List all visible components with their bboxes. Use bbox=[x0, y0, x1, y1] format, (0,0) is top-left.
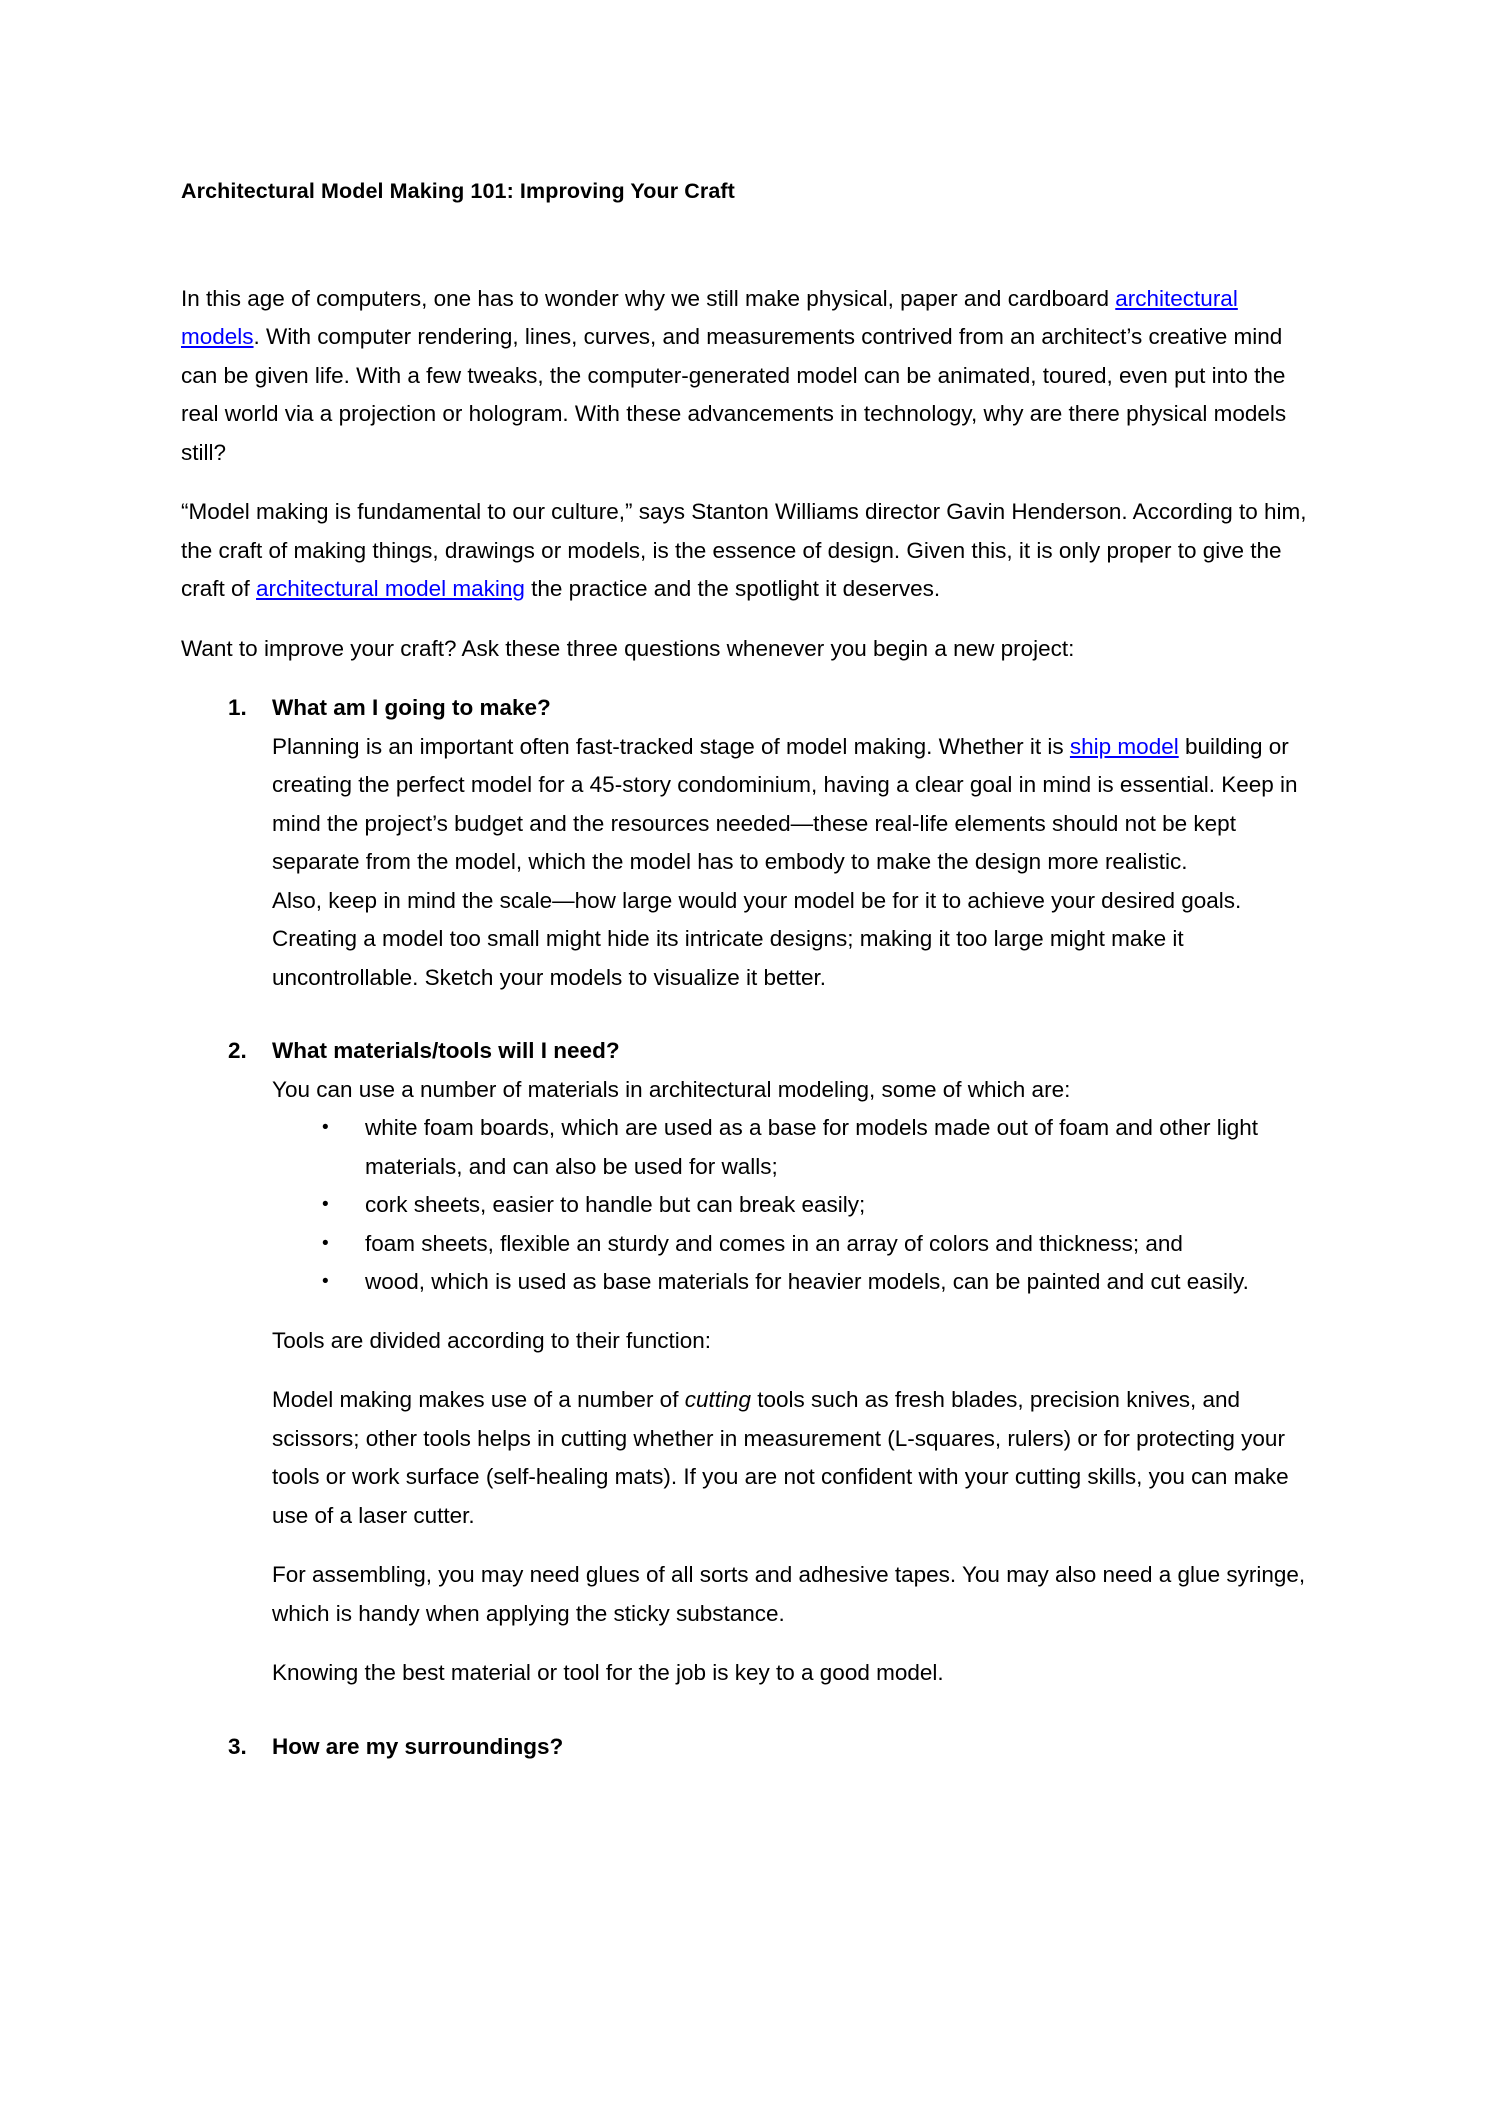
material-text: white foam boards, which are used as a base for models made out of foam and other light materials, and can also be used for walls; bbox=[365, 1115, 1259, 1179]
list-item bbox=[272, 1109, 1320, 1186]
tools-intro-paragraph: Tools are divided according to their function: bbox=[272, 1327, 712, 1353]
list-number-1: 1. bbox=[228, 695, 247, 721]
question-body-1-second: Also, keep in mind the scale—how large would your model be for it to achieve your desired goals. Creating a model too small might hide its intricate designs; making it too large might make it uncontrollable. Sketch your models to visualize it better. bbox=[272, 887, 1242, 990]
question-item-2 bbox=[181, 1032, 1320, 1693]
tools-text-part2: tools such as fresh blades, precision knives, and scissors; other tools helps in cutting whether in measurement (L-squares, rulers) or for protecting your tools or work surface (self-healing mats). If you are not confident with your cutting skills, you can make use of a laser cutter. bbox=[272, 1387, 1289, 1528]
spacer-after-question-2 bbox=[181, 1693, 1320, 1728]
list-item bbox=[272, 1186, 1320, 1225]
q1-body-after-link: building or creating the perfect model for a 45-story condominium, having a clear goal in mind is essential. Keep in mind the project’s budget and the resources needed—these real-life elements should not be kept separate from the model, which the model has to embody to make the design more realistic. bbox=[272, 733, 1298, 875]
intro-paragraph-2 bbox=[181, 493, 1320, 609]
cutting-italic-term: cutting bbox=[684, 1387, 751, 1413]
question-intro-2: You can use a number of materials in architectural modeling, some of which are: bbox=[272, 1076, 1071, 1102]
intro-paragraph-3: Want to improve your craft? Ask these three questions whenever you begin a new project: bbox=[181, 635, 1075, 661]
architectural-model-making-link[interactable]: architectural model making bbox=[256, 576, 525, 602]
question-body-1 bbox=[272, 728, 1320, 882]
ship-model-link[interactable]: ship model bbox=[1069, 733, 1179, 759]
list-number-3: 3. bbox=[228, 1733, 247, 1759]
question-item-3 bbox=[181, 1728, 1320, 1767]
tools-detail-paragraph bbox=[272, 1381, 1320, 1535]
bullet-icon: • bbox=[322, 1271, 329, 1293]
intro-paragraph-1 bbox=[181, 280, 1320, 473]
tools-text-part1: Model making makes use of a number of bbox=[272, 1387, 685, 1413]
intro-p1-text-after-link: . With computer rendering, lines, curves, and measurements contrived from an architect’s creative mind can be given life. With a few tweaks, the computer-generated model can be animated, toured, even put into the real world via a projection or hologram. With these advancements in technology, why are there physical models still? bbox=[181, 324, 1287, 465]
questions-list bbox=[181, 689, 1320, 1766]
bullet-icon: • bbox=[322, 1194, 329, 1216]
intro-p2-text-after-link: the practice and the spotlight it deserves. bbox=[524, 576, 941, 602]
page-title: Architectural Model Making 101: Improving Your Craft bbox=[181, 179, 735, 203]
question-heading-3: How are my surroundings? bbox=[272, 1733, 564, 1759]
material-text: foam sheets, flexible an sturdy and comes in an array of colors and thickness; and bbox=[365, 1230, 1183, 1256]
intro-p1-text-before-link: In this age of computers, one has to wonder why we still make physical, paper and cardboard bbox=[181, 285, 1116, 311]
bullet-icon: • bbox=[322, 1232, 329, 1254]
question-item-1 bbox=[181, 689, 1320, 997]
list-number-2: 2. bbox=[228, 1038, 247, 1064]
list-item bbox=[272, 1225, 1320, 1264]
q1-body-before-link: Planning is an important often fast-tracked stage of model making. Whether it is bbox=[272, 733, 1070, 759]
spacer-after-bullets bbox=[272, 1302, 1320, 1322]
assembling-paragraph: For assembling, you may need glues of all sorts and adhesive tapes. You may also need a glue syringe, which is handy when applying the sticky substance. bbox=[272, 1562, 1306, 1626]
intro-p2-text-before-link: “Model making is fundamental to our culture,” says Stanton Williams director Gavin Henderson. According to him, the craft of making things, drawings or models, is the essence of design. Given this, it is only proper to give the craft of bbox=[181, 499, 1307, 602]
architectural-models-link[interactable]: architectural models bbox=[181, 285, 1238, 350]
materials-bullet-list bbox=[272, 1109, 1320, 1302]
bullet-icon: • bbox=[322, 1117, 329, 1139]
list-item bbox=[272, 1263, 1320, 1302]
question-heading-1: What am I going to make? bbox=[272, 695, 551, 721]
material-text: wood, which is used as base materials for heavier models, can be painted and cut easily. bbox=[365, 1269, 1249, 1295]
closing-paragraph: Knowing the best material or tool for the job is key to a good model. bbox=[272, 1660, 944, 1686]
question-heading-2: What materials/tools will I need? bbox=[272, 1038, 620, 1064]
material-text: cork sheets, easier to handle but can break easily; bbox=[365, 1192, 866, 1218]
spacer-after-question-1 bbox=[181, 997, 1320, 1032]
